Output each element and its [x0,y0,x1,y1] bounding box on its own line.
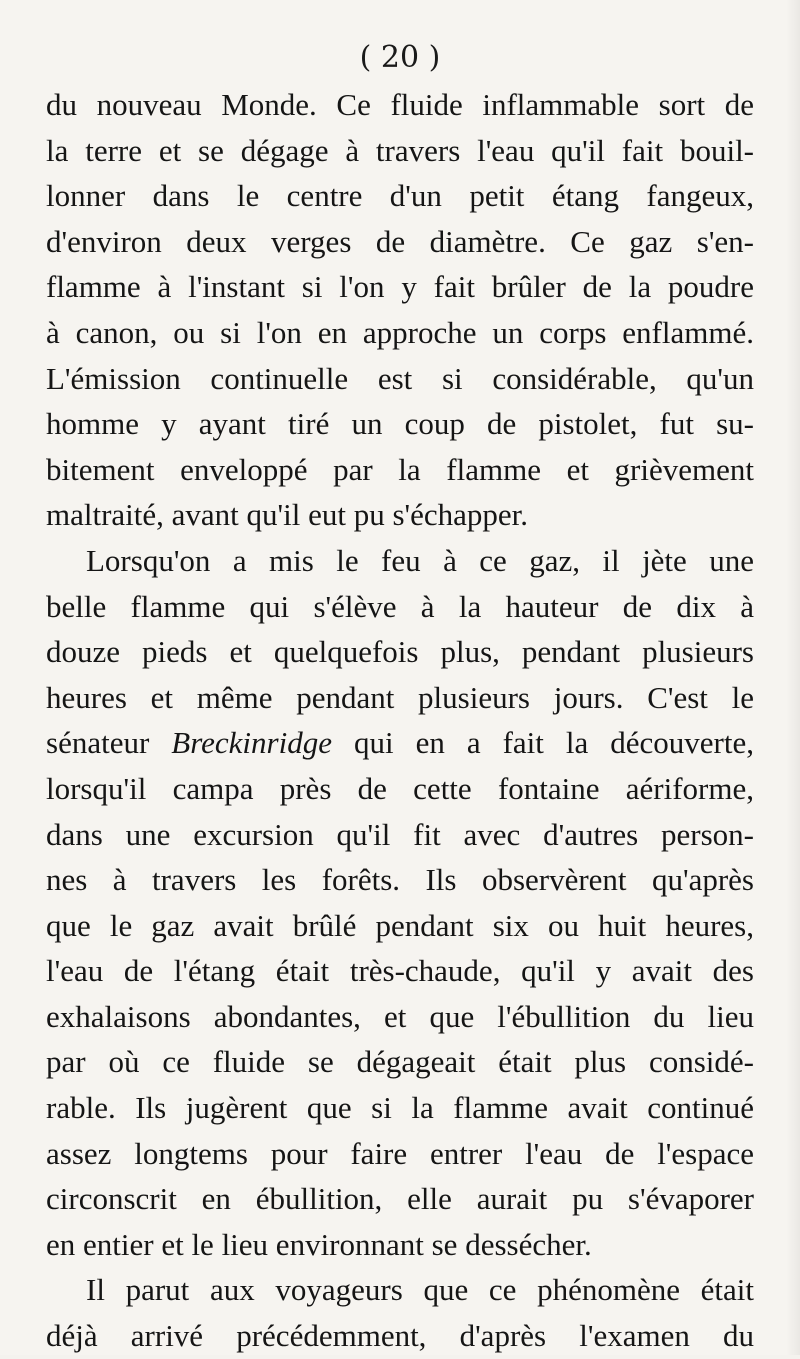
text-line: à canon, ou si l'on en approche un corps enflammé. [46,314,754,350]
text-line: lonner dans le centre d'un petit étang fangeux, [46,178,754,214]
text-fragment: sénateur [46,725,172,761]
text-line: que le gaz avait brûlé pendant six ou huit heures, [46,907,754,943]
body-text [46,82,754,1359]
text-line: L'émission continuelle est si considérable, qu'un [46,360,754,396]
text-line: déjà arrivé précédemment, d'après l'examen du [46,1318,754,1354]
text-line-with-name [46,720,754,766]
page-number: ( 20 ) [359,40,441,75]
text-line: d'environ deux verges de diamètre. Ce gaz s'en- [46,223,754,259]
person-name: Breckinridge [171,725,332,761]
text-line: bitement enveloppé par la flamme et grièvement [46,451,754,487]
text-line: flamme à l'instant si l'on y fait brûler de la poudre [46,269,754,305]
text-line: l'eau de l'étang était très-chaude, qu'il y avait des [46,953,754,989]
text-line: exhalaisons abondantes, et que l'ébullition du lieu [46,998,754,1034]
paragraph-start-line: Il parut aux voyageurs que ce phénomène était [86,1272,754,1308]
paragraph-start-line: Lorsqu'on a mis le feu à ce gaz, il jète une [86,542,754,578]
text-line: du nouveau Monde. Ce fluide inflammable sort de [46,87,754,122]
text-line: assez longtems pour faire entrer l'eau de l'espace [46,1135,754,1171]
text-line: dans une excursion qu'il fit avec d'autres person- [46,816,754,852]
text-line: nes à travers les forêts. Ils observèrent qu'après [46,862,754,898]
paragraph-end-line: en entier et le lieu environnant se dessécher. [46,1226,592,1262]
text-line: par où ce fluide se dégageait était plus considé- [46,1044,754,1080]
paragraph-end-line: maltraité, avant qu'il eut pu s'échapper. [46,497,529,533]
text-line: belle flamme qui s'élève à la hauteur de dix à [46,588,754,624]
text-line: circonscrit en ébullition, elle aurait pu s'évaporer [46,1181,754,1217]
text-line: lorsqu'il campa près de cette fontaine aériforme, [46,770,754,806]
text-fragment: qui en a fait la découverte, [331,725,754,761]
text-line: homme y ayant tiré un coup de pistolet, fut su- [46,406,754,442]
text-line: douze pieds et quelquefois plus, pendant plusieurs [46,634,754,670]
text-line: rable. Ils jugèrent que si la flamme avait continué [46,1090,754,1126]
text-line: heures et même pendant plusieurs jours. C'est le [46,679,754,715]
page-edge-shadow [786,0,800,1355]
text-line: la terre et se dégage à travers l'eau qu'il fait bouil- [46,132,754,168]
